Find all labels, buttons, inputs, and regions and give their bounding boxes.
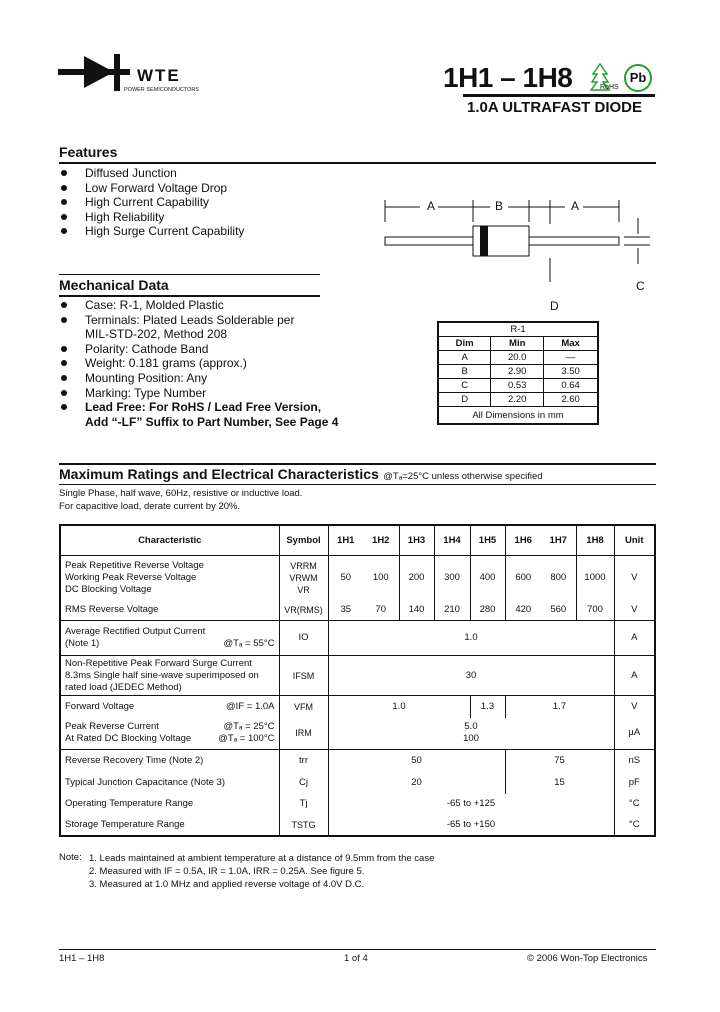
cell: °C xyxy=(628,818,640,830)
cell: pF xyxy=(628,776,640,788)
cell: 100 xyxy=(363,556,399,600)
cell: Average Rectified Output Current xyxy=(65,626,206,637)
ratings-note-2: For capacitive load, derate current by 20%. xyxy=(59,501,241,512)
col-header: Symbol xyxy=(279,525,328,556)
dims-footer: All Dimensions in mm xyxy=(438,407,598,425)
cell: 20.0 xyxy=(491,351,544,365)
cell: 5.0 xyxy=(464,721,478,733)
cell: Non-Repetitive Peak Forward Surge Current xyxy=(65,657,252,669)
dim-label-a: A xyxy=(427,199,436,213)
condition: @Tₐ = 55°C xyxy=(223,638,275,649)
cell: Storage Temperature Range xyxy=(60,815,279,836)
ratings-condition: @Tₐ=25°C unless otherwise specified xyxy=(383,471,543,482)
cell: 20 xyxy=(328,772,505,794)
feature-item: High Reliability xyxy=(59,210,244,225)
feature-item: High Current Capability xyxy=(59,195,244,210)
col-header: 1H4 xyxy=(434,525,470,556)
dim-label-b: B xyxy=(495,199,504,213)
cell: 15 xyxy=(505,772,614,794)
col-header: Min xyxy=(491,337,544,351)
footer-copyright: © 2006 Won-Top Electronics xyxy=(527,953,648,964)
table-row xyxy=(60,600,655,621)
cell: (Note 1) xyxy=(65,638,100,649)
symbol: VFM xyxy=(279,696,328,718)
cell: RMS Reverse Voltage xyxy=(60,600,279,621)
note-item: 1. Leads maintained at ambient temperature at a distance of 9.5mm from the case xyxy=(89,853,435,864)
col-header: 1H8 xyxy=(576,525,614,556)
diode-logo-icon xyxy=(58,54,133,94)
brand-name: WTE xyxy=(137,66,181,85)
cell: B xyxy=(438,365,491,379)
col-header: Max xyxy=(544,337,598,351)
symbol: Cj xyxy=(279,772,328,794)
table-row xyxy=(438,351,598,365)
cell: 100 xyxy=(463,733,479,745)
cell: rated load (JEDEC Method) xyxy=(65,681,182,693)
symbol: IRM xyxy=(279,718,328,750)
cell: -65 to +150 xyxy=(328,815,614,836)
cell: 75 xyxy=(505,750,614,772)
symbol: VR xyxy=(297,584,310,595)
cell: 560 xyxy=(541,600,576,621)
col-header: 1H5 xyxy=(470,525,505,556)
cell: 50 xyxy=(340,571,352,583)
col-header: Dim xyxy=(438,337,491,351)
dimensions-table xyxy=(437,321,599,425)
cell: DC Blocking Voltage xyxy=(65,583,152,595)
cathode-band xyxy=(480,226,488,256)
table-row xyxy=(60,656,655,696)
cell: Reverse Recovery Time (Note 2) xyxy=(60,750,279,772)
package-outline-diagram xyxy=(380,190,660,300)
table-row xyxy=(60,772,655,794)
cell: At Rated DC Blocking Voltage xyxy=(65,733,192,745)
cell: 300 xyxy=(434,556,470,600)
notes-list xyxy=(89,852,434,891)
ratings-table xyxy=(59,524,656,837)
condition: @Tₐ = 100°C xyxy=(218,733,275,745)
cell: 2.60 xyxy=(544,393,598,407)
feature-item: High Surge Current Capability xyxy=(59,224,244,239)
table-row xyxy=(60,696,655,718)
dim-label-a: A xyxy=(571,199,580,213)
cell: 30 xyxy=(328,656,614,696)
cell: 2.20 xyxy=(491,393,544,407)
col-header: 1H6 xyxy=(514,534,532,546)
cell: -65 to +125 xyxy=(328,794,614,815)
part-range-title: 1H1 – 1H8 xyxy=(443,62,573,93)
cell: 600 xyxy=(515,571,532,583)
pb-free-icon: Pb xyxy=(624,64,652,92)
symbol: trr xyxy=(279,750,328,772)
cell: 3.50 xyxy=(544,365,598,379)
cell: D xyxy=(438,393,491,407)
cell: °C xyxy=(628,798,640,809)
cell: V xyxy=(631,571,638,583)
table-row xyxy=(438,379,598,393)
cell: Typical Junction Capacitance (Note 3) xyxy=(60,772,279,794)
note-item: 3. Measured at 1.0 MHz and applied reverse voltage of 4.0V D.C. xyxy=(89,879,365,890)
package-name: R-1 xyxy=(438,322,598,337)
cell: 1000 xyxy=(576,556,614,600)
cell: 700 xyxy=(576,600,614,621)
col-header: Characteristic xyxy=(60,525,279,556)
mech-item: Polarity: Cathode Band xyxy=(59,342,338,357)
symbol: VRRM xyxy=(290,560,317,571)
cell: A xyxy=(438,351,491,365)
table-row xyxy=(60,815,655,836)
cell: C xyxy=(438,379,491,393)
cell: A xyxy=(631,632,638,643)
symbol: IFSM xyxy=(279,656,328,696)
features-title: Features xyxy=(59,144,118,160)
cell: 1.3 xyxy=(470,696,505,718)
condition: @IF = 1.0A xyxy=(226,700,275,712)
cell: — xyxy=(544,351,598,365)
symbol: IO xyxy=(279,621,328,656)
cell: Peak Repetitive Reverse Voltage xyxy=(65,559,204,571)
table-row xyxy=(60,621,655,656)
ratings-title: Maximum Ratings and Electrical Characteristics xyxy=(59,466,379,482)
col-header: 1H3 xyxy=(399,525,434,556)
mechanical-title: Mechanical Data xyxy=(59,277,169,293)
mech-item: Terminals: Plated Leads Solderable per xyxy=(59,313,338,328)
table-row xyxy=(60,750,655,772)
mech-item: Marking: Type Number xyxy=(59,386,338,401)
cell: Operating Temperature Range xyxy=(60,794,279,815)
cell: A xyxy=(631,669,638,681)
cell: 1.0 xyxy=(328,696,470,718)
brand-tagline: POWER SEMICONDUCTORS xyxy=(124,87,200,93)
cell: 1.0 xyxy=(328,621,614,656)
cell: 2.90 xyxy=(491,365,544,379)
ratings-note-1: Single Phase, half wave, 60Hz, resistive or inductive load. xyxy=(59,488,303,499)
rohs-label: RoHS xyxy=(600,84,619,91)
table-row xyxy=(60,556,655,600)
cell: 50 xyxy=(328,750,505,772)
footer-part: 1H1 – 1H8 xyxy=(59,953,105,964)
col-header: 1H2 xyxy=(363,525,399,556)
cell: 280 xyxy=(470,600,505,621)
symbol: VR(RMS) xyxy=(279,600,328,621)
col-header: Unit xyxy=(625,534,644,546)
cell: Peak Reverse Current xyxy=(65,721,159,733)
mech-item: Add “-LF” Suffix to Part Number, See Page 4 xyxy=(85,414,339,429)
table-row xyxy=(438,365,598,379)
table-row xyxy=(438,393,598,407)
notes-label: Note: xyxy=(59,852,82,863)
cell: 8.3ms Single half sine-wave superimposed on xyxy=(65,669,259,681)
features-list xyxy=(59,166,244,239)
cell: 800 xyxy=(541,556,576,600)
col-header: 1H1 xyxy=(337,534,355,546)
feature-item: Low Forward Voltage Drop xyxy=(59,181,244,196)
condition: @Tₐ = 25°C xyxy=(223,721,275,733)
mech-item: Weight: 0.181 grams (approx.) xyxy=(59,356,338,371)
mech-item: Case: R-1, Molded Plastic xyxy=(59,298,338,313)
mech-item: Lead Free: For RoHS / Lead Free Version, xyxy=(59,400,338,415)
cell: 200 xyxy=(399,556,434,600)
cell: 0.64 xyxy=(544,379,598,393)
symbol: Tj xyxy=(279,794,328,815)
table-row xyxy=(60,794,655,815)
cell: 400 xyxy=(470,556,505,600)
cell: 1.7 xyxy=(505,696,614,718)
cell: 420 xyxy=(515,603,532,615)
mech-item: Mounting Position: Any xyxy=(59,371,338,386)
dim-label-c: C xyxy=(636,279,645,293)
cell: nS xyxy=(628,754,641,766)
table-header-row xyxy=(60,525,655,556)
cell: 210 xyxy=(434,600,470,621)
cell: 35 xyxy=(340,603,352,615)
cell: 0.53 xyxy=(491,379,544,393)
feature-item: Diffused Junction xyxy=(59,166,244,181)
mechanical-list xyxy=(59,298,338,429)
cell: 140 xyxy=(399,600,434,621)
dim-label-d: D xyxy=(550,299,559,313)
symbol: TSTG xyxy=(279,815,328,836)
mech-item: MIL-STD-202, Method 208 xyxy=(85,327,228,342)
table-row xyxy=(60,718,655,750)
cell: 70 xyxy=(363,600,399,621)
cell: Forward Voltage xyxy=(65,700,135,712)
cell: µA xyxy=(628,727,641,739)
cell: Working Peak Reverse Voltage xyxy=(65,571,197,583)
note-item: 2. Measured with IF = 0.5A, IR = 1.0A, IRR = 0.25A. See figure 5. xyxy=(89,866,365,877)
col-header: 1H7 xyxy=(541,525,576,556)
symbol: VRWM xyxy=(289,572,318,583)
cell: V xyxy=(631,700,638,712)
page-number: 1 of 4 xyxy=(344,953,368,964)
subtitle: 1.0A ULTRAFAST DIODE xyxy=(467,99,643,116)
cell: V xyxy=(631,603,638,615)
